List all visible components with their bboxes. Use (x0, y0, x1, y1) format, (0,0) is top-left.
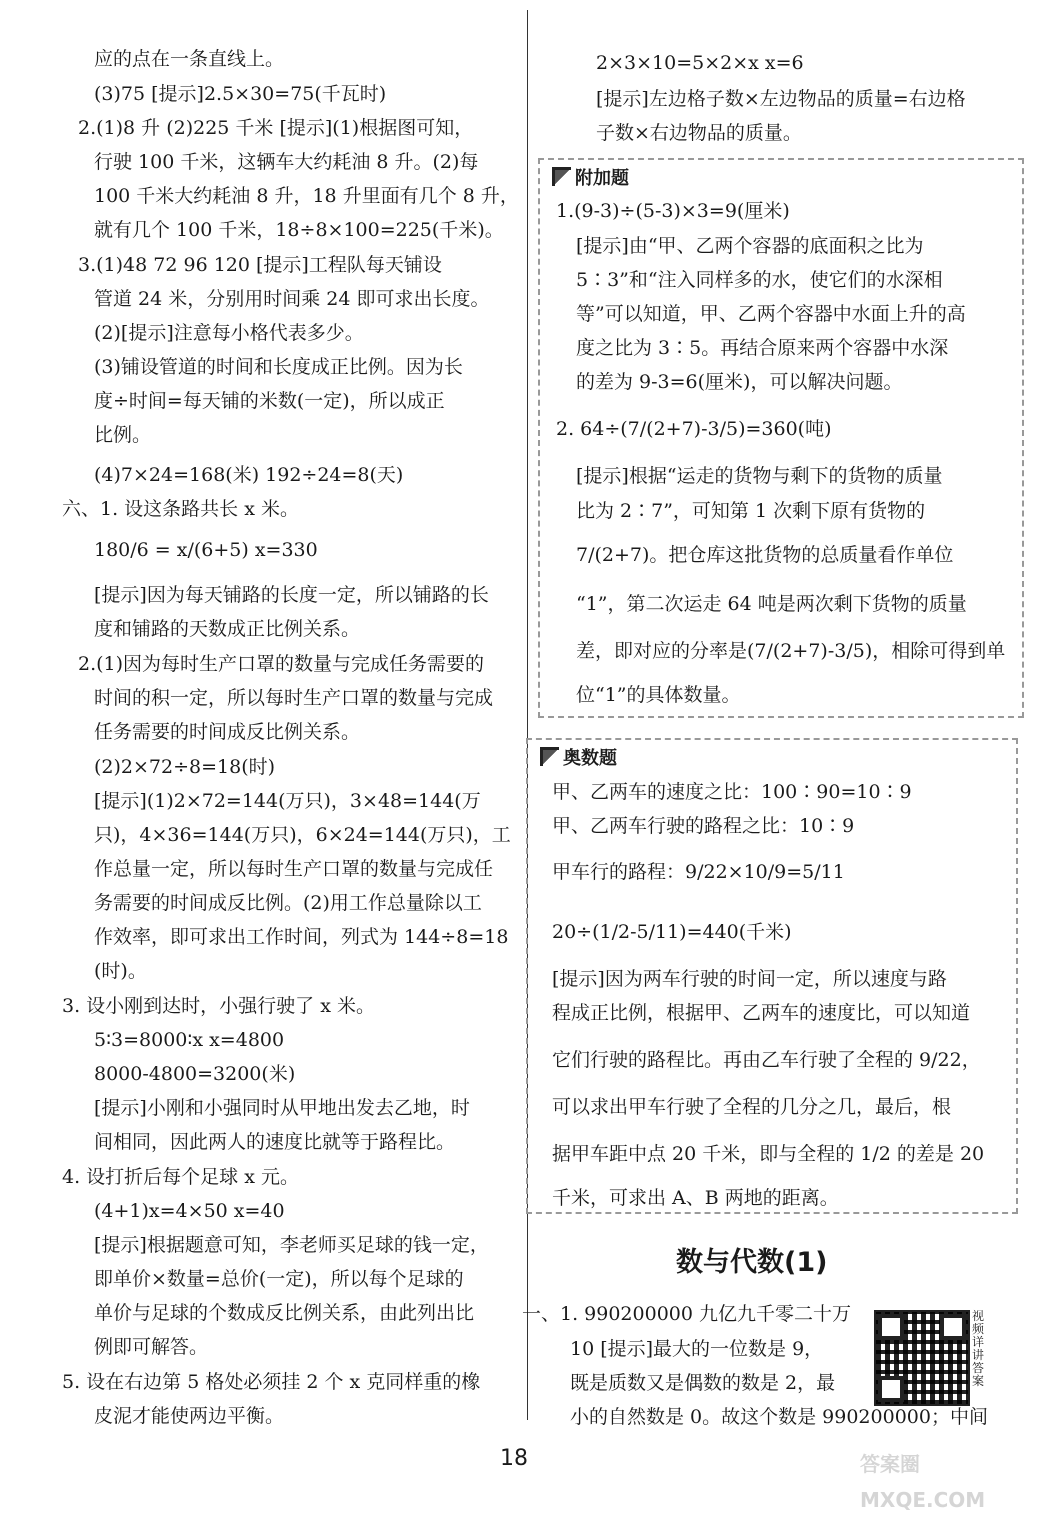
answer-line: 例即可解答。 (94, 1336, 209, 1358)
olympiad-answer-line: [提示]因为两车行驶的时间一定，所以速度与路 (552, 968, 947, 990)
bonus-answer-line: 等”可以知道，甲、乙两个容器中水面上升的高 (576, 303, 966, 325)
answer-line: 3. 设小刚到达时，小强行驶了 x 米。 (62, 995, 375, 1017)
answer-line: 10 [提示]最大的一位数是 9， (570, 1338, 824, 1360)
olympiad-answer-line: 甲、乙两车行驶的路程之比：10∶9 (552, 815, 855, 837)
answer-line: 100 千米大约耗油 8 升，18 升里面有几个 8 升， (94, 185, 519, 207)
answer-line: 度和铺路的天数成正比例关系。 (94, 618, 361, 640)
answer-line: (4)7×24=168(米) 192÷24=8(天) (94, 464, 404, 486)
answer-line: [提示](1)2×72=144(万只)，3×48=144(万 (94, 790, 481, 812)
answer-line: 子数×右边物品的质量。 (596, 122, 802, 144)
olympiad-answer-line: 它们行驶的路程比。再由乙车行驶了全程的 9/22， (552, 1049, 981, 1071)
answer-line: (时)。 (94, 960, 147, 982)
answer-line: 时间的积一定，所以每时生产口罩的数量与完成 (94, 687, 494, 709)
answer-line: 单价与足球的个数成反比例关系，由此列出比 (94, 1302, 475, 1324)
olympiad-answer-line: 可以求出甲车行驶了全程的几分之几，最后，根 (552, 1096, 952, 1118)
answer-line: 5∶3=8000∶x x=4800 (94, 1029, 285, 1051)
answer-line: 2×3×10=5×2×x x=6 (596, 52, 804, 74)
answer-line: 皮泥才能使两边平衡。 (94, 1405, 285, 1427)
answer-line: [提示]根据题意可知，李老师买足球的钱一定， (94, 1234, 489, 1256)
section-marker-icon (552, 167, 571, 186)
answer-line: 管道 24 米，分别用时间乘 24 即可求出长度。 (94, 288, 490, 310)
section-marker-icon (540, 747, 559, 766)
qr-code-icon[interactable] (874, 1310, 970, 1406)
answer-line: (2)[提示]注意每小格代表多少。 (94, 322, 364, 344)
bonus-answer-line: 1.(9-3)÷(5-3)×3=9(厘米) (556, 200, 790, 222)
answer-line: 2.(1)因为每时生产口罩的数量与完成任务需要的 (78, 653, 485, 675)
olympiad-answer-line: 据甲车距中点 20 千米，即与全程的 1/2 的差是 20 (552, 1143, 985, 1165)
answer-line: 180/6 = x/(6+5) x=330 (94, 539, 318, 561)
answer-line: (4+1)x=4×50 x=40 (94, 1200, 285, 1222)
answer-line: 5. 设在右边第 5 格处必须挂 2 个 x 克同样重的橡 (62, 1371, 481, 1393)
olympiad-answer-line: 程成正比例，根据甲、乙两车的速度比，可以知道 (552, 1002, 971, 1024)
answer-line: 度÷时间=每天铺的米数(一定)，所以成正 (94, 390, 445, 412)
watermark-logo: 答案圈 MXQE.COM (860, 1452, 986, 1512)
answer-line: 4. 设打折后每个足球 x 元。 (62, 1166, 299, 1188)
olympiad-answer-line: 甲车行的路程：9/22×10/9=5/11 (552, 861, 845, 883)
answer-line: (3)铺设管道的时间和长度成正比例。因为长 (94, 356, 463, 378)
bonus-answer-line: 5∶3”和“注入同样多的水，使它们的水深相 (576, 269, 943, 291)
answer-line: [提示]左边格子数×左边物品的质量=右边格 (596, 88, 966, 110)
bonus-question-title: 附加题 (552, 164, 629, 190)
bonus-answer-line: [提示]根据“运走的货物与剩下的货物的质量 (576, 465, 943, 487)
qr-finder-icon (940, 1314, 966, 1340)
answer-line: 应的点在一条直线上。 (94, 48, 285, 70)
answer-line: [提示]因为每天铺路的长度一定，所以铺路的长 (94, 584, 489, 606)
answer-line: 即单价×数量=总价(一定)，所以每个足球的 (94, 1268, 464, 1290)
answer-line: 既是质数又是偶数的数是 2，最 (570, 1372, 836, 1394)
bonus-answer-line: [提示]由“甲、乙两个容器的底面积之比为 (576, 235, 924, 257)
bonus-answer-line: 位“1”的具体数量。 (576, 684, 741, 706)
answer-line: 3.(1)48 72 96 120 [提示]工程队每天铺设 (78, 254, 442, 276)
qr-finder-icon (878, 1376, 904, 1402)
bonus-answer-line: 差，即对应的分率是(7/(2+7)-3/5)，相除可得到单 (576, 640, 1006, 662)
answer-line: 行驶 100 千米，这辆车大约耗油 8 升。(2)每 (94, 151, 479, 173)
qr-finder-icon (878, 1314, 904, 1340)
bonus-answer-line: 度之比为 3∶5。再结合原来两个容器中水深 (576, 337, 949, 359)
answer-line: (3)75 [提示]2.5×30=75(千瓦时) (94, 83, 387, 105)
answer-line: [提示]小刚和小强同时从甲地出发去乙地，时 (94, 1097, 470, 1119)
answer-line: 只)，4×36=144(万只)，6×24=144(万只)，工 (94, 824, 511, 846)
bonus-answer-line: 的差为 9-3=6(厘米)，可以解决问题。 (576, 371, 903, 393)
olympiad-answer-line: 20÷(1/2-5/11)=440(千米) (552, 921, 792, 943)
olympiad-answer-line: 甲、乙两车的速度之比：100∶90=10∶9 (552, 781, 912, 803)
olympiad-question-title: 奥数题 (540, 744, 617, 770)
bonus-answer-line: “1”，第二次运走 64 吨是两次剩下货物的质量 (576, 593, 967, 615)
bonus-answer-line: 2. 64÷(7/(2+7)-3/5)=360(吨) (556, 418, 832, 440)
answer-line: 六、1. 设这条路共长 x 米。 (62, 498, 299, 520)
answer-line: (2)2×72÷8=18(时) (94, 756, 276, 778)
olympiad-answer-line: 千米，可求出 A、B 两地的距离。 (552, 1187, 839, 1209)
answer-line: 2.(1)8 升 (2)225 千米 [提示](1)根据图可知， (78, 117, 474, 139)
qr-label: 视频详讲答案 (972, 1309, 985, 1388)
answer-line: 务需要的时间成反比例。(2)用工作总量除以工 (94, 892, 482, 914)
answer-line: 一、1. 990200000 九亿九千零二十万 (522, 1303, 852, 1325)
answer-line: 比例。 (94, 424, 152, 446)
bonus-answer-line: 比为 2∶7”，可知第 1 次剩下原有货物的 (576, 500, 926, 522)
answer-line: 就有几个 100 千米，18÷8×100=225(千米)。 (94, 219, 504, 241)
bonus-answer-line: 7/(2+7)。把仓库这批货物的总质量看作单位 (576, 544, 954, 566)
answer-line: 间相同，因此两人的速度比就等于路程比。 (94, 1131, 456, 1153)
section-title: 数与代数(1) (676, 1247, 828, 1278)
page-number: 18 (500, 1446, 528, 1471)
answer-line: 任务需要的时间成反比例关系。 (94, 721, 361, 743)
answer-line: 作总量一定，所以每时生产口罩的数量与完成任 (94, 858, 494, 880)
answer-line: 作效率，即可求出工作时间，列式为 144÷8=18 (94, 926, 509, 948)
answer-line: 小的自然数是 0。故这个数是 990200000；中间 (570, 1406, 988, 1428)
answer-line: 8000-4800=3200(米) (94, 1063, 296, 1085)
